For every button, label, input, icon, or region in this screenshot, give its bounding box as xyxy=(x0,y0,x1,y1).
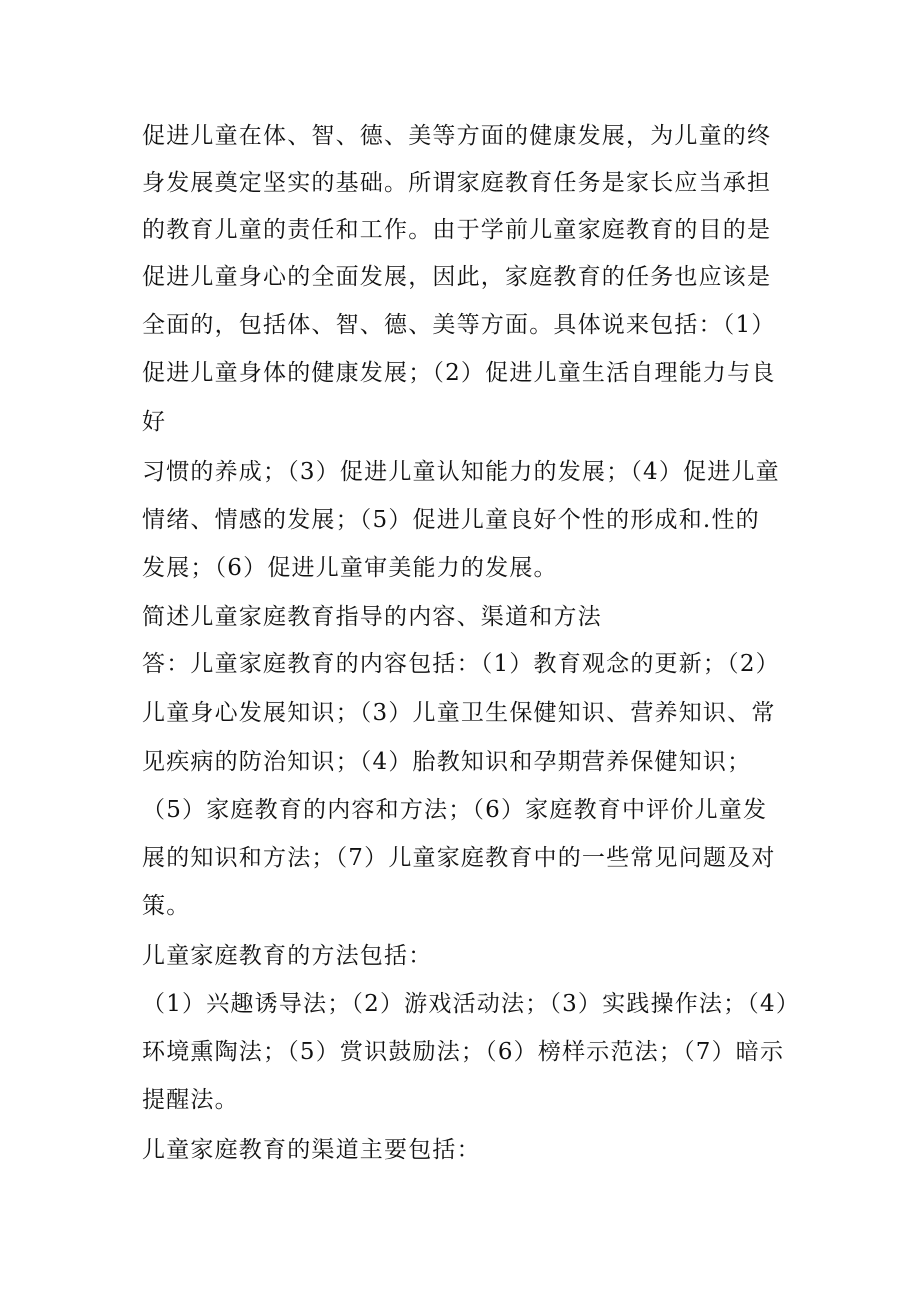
text-line: 环境熏陶法；（5）赏识鼓励法；（6）榜样示范法；（7）暗示 xyxy=(142,1039,785,1065)
section-heading: 简述儿童家庭教育指导的内容、渠道和方法 xyxy=(142,604,602,630)
text-line: 习惯的养成；（3）促进儿童认知能力的发展；（4）促进儿童 xyxy=(142,459,780,485)
text-line: 发展；（6）促进儿童审美能力的发展。 xyxy=(142,555,558,581)
text-line: 展的知识和方法；（7）儿童家庭教育中的一些常见问题及对 xyxy=(142,845,776,871)
text-line: 提醒法。 xyxy=(142,1087,239,1113)
text-line: （1）兴趣诱导法；（2）游戏活动法；（3）实践操作法；（4） xyxy=(142,991,801,1017)
text-line: 情绪、情感的发展；（5）促进儿童良好个性的形成和.性的 xyxy=(142,507,760,533)
text-line: 策。 xyxy=(142,893,191,919)
text-line: 见疾病的防治知识；（4）胎教知识和孕期营养保健知识； xyxy=(142,749,752,775)
text-line: 儿童身心发展知识；（3）儿童卫生保健知识、营养知识、常 xyxy=(142,700,776,726)
text-line: 答：儿童家庭教育的内容包括：（1）教育观念的更新；（2） xyxy=(142,651,780,677)
text-line: 身发展奠定坚实的基础。所谓家庭教育任务是家长应当承担 xyxy=(142,170,772,196)
text-line: 的教育儿童的责任和工作。由于学前儿童家庭教育的目的是 xyxy=(142,217,772,243)
text-line: 促进儿童在体、智、德、美等方面的健康发展，为儿童的终 xyxy=(142,123,772,149)
text-line: 儿童家庭教育的渠道主要包括： xyxy=(142,1137,481,1163)
text-line: 儿童家庭教育的方法包括： xyxy=(142,943,433,969)
text-line: （5）家庭教育的内容和方法；（6）家庭教育中评价儿童发 xyxy=(142,797,768,823)
text-line: 全面的，包括体、智、德、美等方面。具体说来包括：（1） xyxy=(142,312,776,338)
text-line: 促进儿童身心的全面发展，因此，家庭教育的任务也应该是 xyxy=(142,264,772,290)
text-line: 促进儿童身体的健康发展；（2）促进儿童生活自理能力与良 xyxy=(142,360,776,386)
text-line: 好 xyxy=(142,409,167,435)
